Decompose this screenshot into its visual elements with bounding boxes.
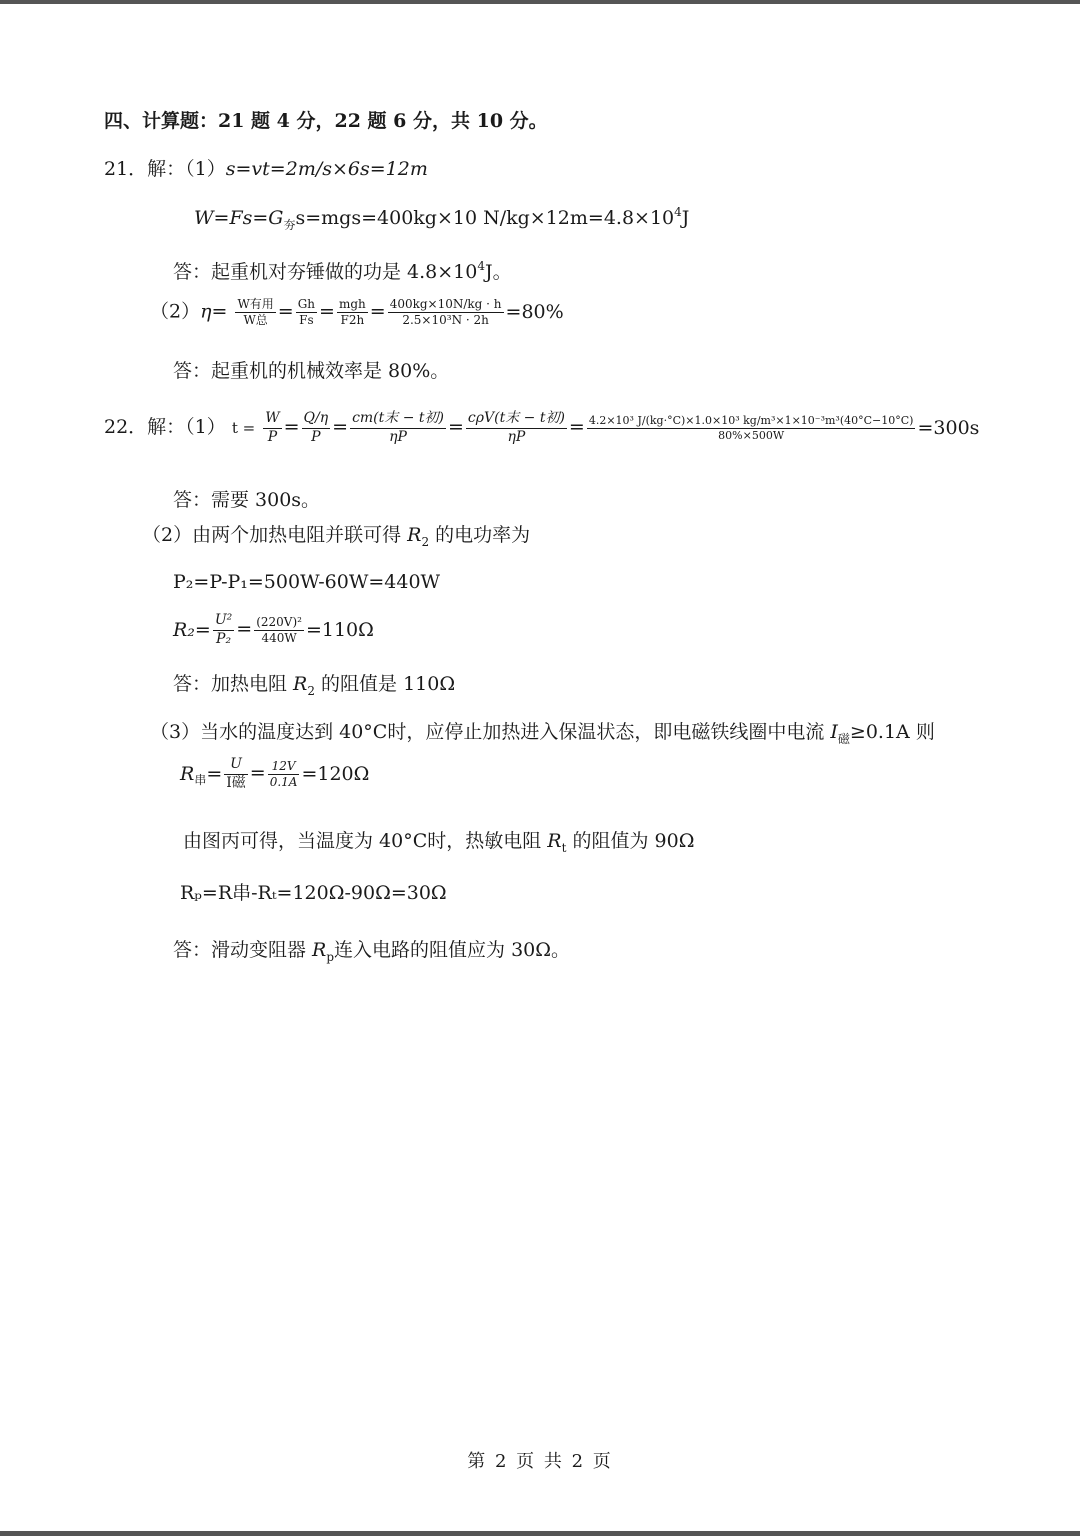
q22-label: 22．解：（1） — [104, 416, 226, 438]
q21-answer-2: 答：起重机的机械效率是 80%。 — [173, 360, 450, 382]
q21-efficiency-formula: （2）η= $\frac{\text{W有用}}{\text{W总}}$ = $\frac{Gh}{Fs}$ = $\frac{\text{mgh}}{F2h}$ = $\frac{400kg\times 10N/kg \cdot h}{\text{2.5×10³N · 2h}}$ =80% — [150, 297, 564, 327]
fraction-numeric-time: $\frac{\text{4.2×10³ J/(kg·°C)×1.0×10³ kg/m³×1×10⁻³m³(40°C−10°C)}}{80\%\times 500W}$ — [588, 413, 914, 442]
q22-series-resistance-formula: $R_串=$ $\frac{U}{\text{I磁}}$ = $\frac{12V}{0.1A}$ =120Ω — [180, 756, 370, 791]
fraction-12v-over-01a: $\frac{12V}{0.1A}$ — [269, 758, 298, 789]
q22-power-formula: P₂=P-P₁=500W-60W=440W — [173, 571, 441, 593]
fraction-w-over-p: $\frac{W}{P}$ — [265, 410, 280, 445]
fraction-u2-over-p2: $\frac{\text{U²}}{\text{P₂}}$ — [214, 612, 233, 647]
q22-answer-2: 答：加热电阻 $R_2$ 的阻值是 110Ω — [173, 673, 456, 698]
fraction-u-over-i: $\frac{U}{\text{I磁}}$ — [226, 756, 246, 791]
fraction-numeric-efficiency: $\frac{400kg\times 10N/kg \cdot h}{\text{2.5×10³N · 2h}}$ — [389, 297, 502, 327]
q21-answer-1: 答：起重机对夯锤做的功是 $4.8\times 10^4J$。 — [173, 259, 512, 283]
q21-part1-line — [104, 160, 428, 179]
page-footer: 第 2 页 共 2 页 — [467, 1451, 613, 1472]
page-top-edge — [0, 0, 1080, 4]
fraction-mgh-over-f2h: $\frac{\text{mgh}}{F2h}$ — [338, 297, 366, 327]
page-bottom-edge — [0, 1531, 1080, 1536]
fraction-220v-over-440w: $\frac{\text{(220V)²}}{440W}$ — [256, 614, 302, 645]
q22-resistance-formula: R₂= $\frac{\text{U²}}{\text{P₂}}$ = $\frac{\text{(220V)²}}{440W}$ =110Ω — [173, 612, 374, 647]
fraction-gh-over-fs: $\frac{Gh}{Fs}$ — [297, 297, 316, 327]
fraction-cm-dt-over-etap: $\frac{\text{cm(t末 − t初)}}{\eta P}$ — [352, 410, 444, 445]
section-heading: 四、计算题：21 题 4 分，22 题 6 分，共 10 分。 — [104, 110, 548, 132]
fraction-useful-over-total: $\frac{\text{W有用}}{\text{W总}}$ — [237, 297, 274, 327]
fraction-crhov-dt-over-etap: $\frac{\text{cρV(t末 − t初)}}{\eta P}$ — [467, 410, 565, 445]
q22-part2-intro: （2）由两个加热电阻并联可得 $R_2$ 的电功率为 — [142, 524, 531, 549]
q21-label: 21．解：（1） — [104, 158, 226, 180]
q22-rheostat-formula: Rₚ=R串-Rₜ=120Ω-90Ω=30Ω — [180, 882, 447, 904]
q22-time-formula: 22．解：（1） t = $\frac{W}{P}$ = $\frac{Q/\eta}{P}$ = $\frac{\text{cm(t末 − t初)}}{\eta P}$ = $\frac{\text{cρV(t末 − t初)}}{\eta P}$ = $\frac{\text{4.2×10³ J/(kg·°C)×1.0×10³ kg/m³×1×10⁻³m³(40°C−10°C)}}{80\%\times 500W}$ =300s — [104, 410, 980, 445]
q22-thermistor-statement: 由图丙可得，当温度为 40°C时，热敏电阻 $R_t$ 的阻值为 90Ω — [183, 830, 695, 855]
q22-answer-1: 答：需要 300s。 — [173, 489, 321, 511]
q21-distance-formula: s=vt=2m/s×6s=12m — [225, 158, 428, 180]
q21-work-formula: $W=Fs=G_夯s=mgs=400kg\times 10$ $N/kg\times 12m=4.8\times 10^4J$ — [194, 205, 690, 232]
q22-part3-intro: （3）当水的温度达到 40°C时，应停止加热进入保温状态，即电磁铁线圈中电流 $I_磁\ge 0.1A$ 则 — [150, 721, 935, 746]
q22-answer-3: 答：滑动变阻器 $R_p$连入电路的阻值应为 30Ω。 — [173, 939, 571, 964]
fraction-q-eta-over-p: $\frac{Q/\eta}{P}$ — [303, 410, 329, 445]
